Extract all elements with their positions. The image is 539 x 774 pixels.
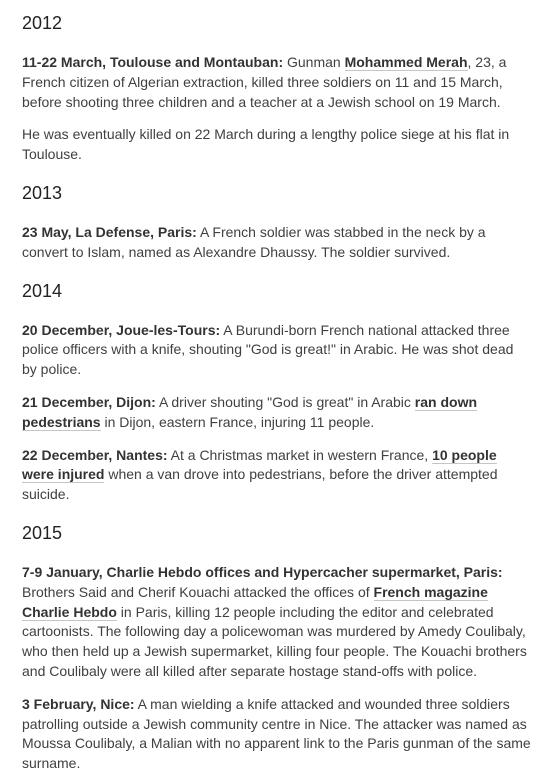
event-text: in Dijon, eastern France, injuring 11 people. <box>100 413 375 430</box>
event-text: in Paris, killing 12 people including the editor and celebrated cartoonists. The following day a policewoman was murdered by Amedy Coulibaly, who then held up a Jewish supermarket, killing four people. The Kouachi brothers and Coulibaly were all killed after separate hostage stand-offs with police. <box>22 603 527 679</box>
link-ran-down-pedestrians[interactable]: ran down pedestrians <box>22 393 478 430</box>
event-text: A Burundi-born French national attacked three police officers with a knife, shouting "God is great!" in Arabic. He was shot dead by police. <box>22 321 514 378</box>
paragraph-toulouse-montauban <box>22 53 531 112</box>
event-text: A driver shouting "God is great" in Arabic <box>155 393 415 410</box>
event-lead: 23 May, La Defense, Paris: <box>22 223 197 240</box>
paragraph-nantes <box>22 446 531 505</box>
event-text: A man wielding a knife attacked and wounded three soldiers patrolling outside a Jewish community centre in Nice. The attacker was named as Moussa Coulibaly, a Malian with no apparent link to the Paris gunman of the same surname. <box>22 695 531 772</box>
link-mohammed-merah[interactable]: Mohammed Merah <box>344 54 468 70</box>
event-text: A French soldier was stabbed in the neck by a convert to Islam, named as Alexandre Dhaussy. The soldier survived. <box>22 223 486 260</box>
paragraph-nice <box>22 695 531 774</box>
paragraph-dijon <box>22 393 531 433</box>
event-lead: 7-9 January, Charlie Hebdo offices and Hypercacher supermarket, Paris: <box>22 563 503 580</box>
event-text: , 23, a French citizen of Algerian extraction, killed three soldiers on 11 and 15 March, before shooting three children and a teacher at a Jewish school on 19 March. <box>22 54 507 110</box>
event-lead: 21 December, Dijon: <box>22 393 156 410</box>
link-charlie-hebdo[interactable]: French magazine Charlie Hebdo <box>22 583 488 620</box>
paragraph-la-defense <box>22 223 531 263</box>
event-lead: 20 December, Joue-les-Tours: <box>22 321 221 338</box>
event-text: when a van drove into pedestrians, before the driver attempted suicide. <box>22 466 498 503</box>
paragraph-merah-siege: He was eventually killed on 22 March during a lengthy police siege at his flat in Toulouse. <box>22 126 510 163</box>
paragraph-joue-les-tours <box>22 321 531 380</box>
event-lead: 3 February, Nice: <box>22 695 135 712</box>
event-text: Gunman <box>283 54 345 70</box>
year-heading-2013: 2013 <box>22 182 63 203</box>
event-lead: 22 December, Nantes: <box>22 446 168 463</box>
event-text: Brothers Said and Cherif Kouachi attacked the offices of <box>22 583 374 600</box>
event-text: At a Christmas market in western France, <box>167 446 433 463</box>
paragraph-charlie-hebdo <box>22 563 531 682</box>
year-heading-2015: 2015 <box>22 522 63 543</box>
event-lead: 11-22 March, Toulouse and Montauban: <box>22 54 284 70</box>
year-heading-2012: 2012 <box>22 13 63 33</box>
link-10-people-injured[interactable]: 10 people were injured <box>22 446 497 483</box>
year-heading-2014: 2014 <box>22 280 63 301</box>
